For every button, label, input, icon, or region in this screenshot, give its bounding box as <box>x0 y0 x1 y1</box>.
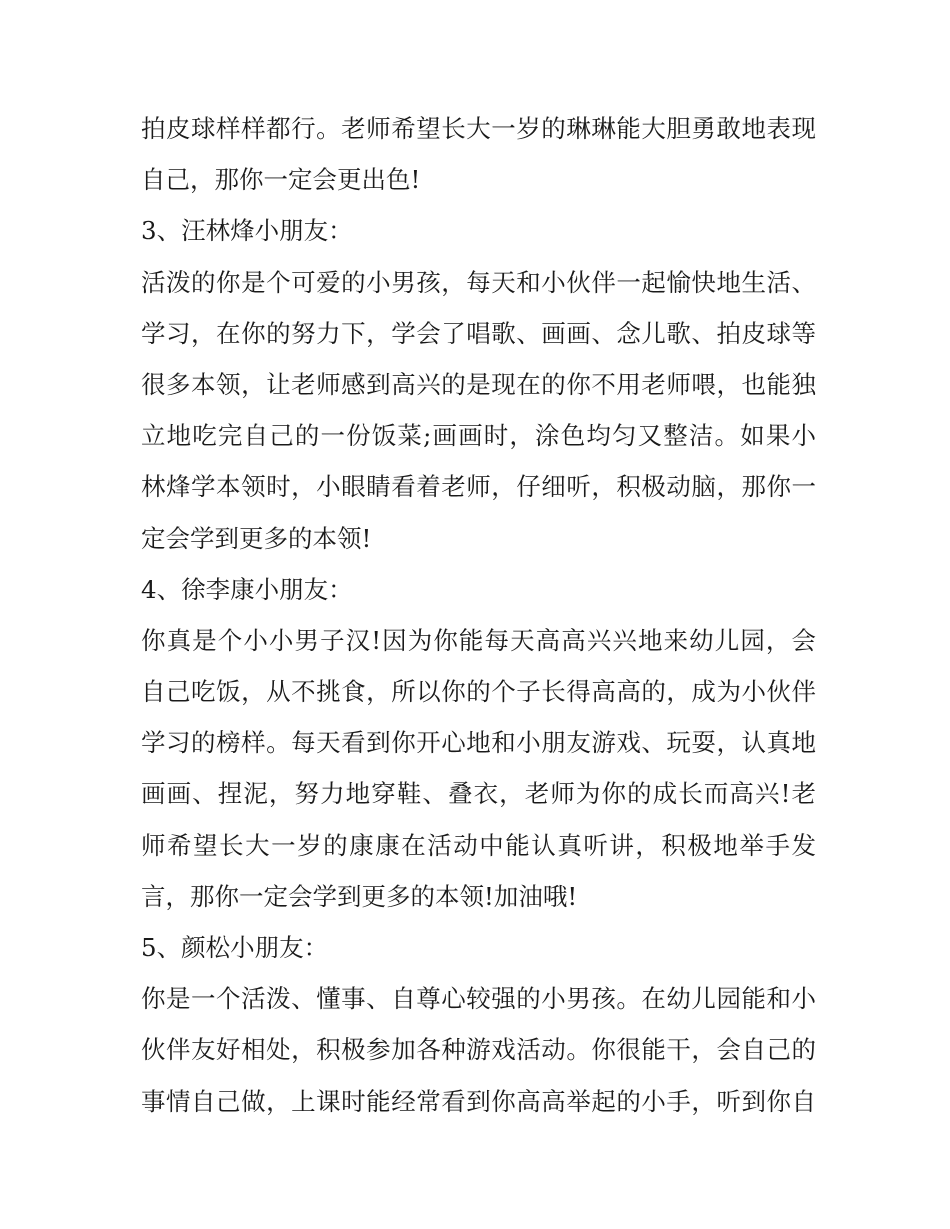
text-line: 很多本领，让老师感到高兴的是现在的你不用老师喂，也能独 <box>141 369 816 399</box>
text-line: 自己，那你一定会更出色! <box>141 165 421 195</box>
text-line: 学习，在你的努力下，学会了唱歌、画画、念儿歌、拍皮球等 <box>141 318 816 348</box>
document-body <box>141 103 816 1127</box>
text-line: 学习的榜样。每天看到你开心地和小朋友游戏、玩耍，认真地 <box>141 728 816 758</box>
text-line: 立地吃完自己的一份饭菜;画画时，涂色均匀又整洁。如果小 <box>141 421 816 451</box>
section-heading: 5、颜松小朋友： <box>141 933 329 962</box>
text-line: 伙伴友好相处，积极参加各种游戏活动。你很能干，会自己的 <box>141 1035 816 1065</box>
text-line: 画画、捏泥，努力地穿鞋、叠衣，老师为你的成长而高兴!老 <box>141 779 816 809</box>
text-line: 活泼的你是个可爱的小男孩，每天和小伙伴一起愉快地生活、 <box>141 267 816 297</box>
text-line: 定会学到更多的本领! <box>141 523 372 553</box>
text-line: 林烽学本领时，小眼睛看着老师，仔细听，积极动脑，那你一 <box>141 472 816 502</box>
text-line: 你是一个活泼、懂事、自尊心较强的小男孩。在幼儿园能和小 <box>141 984 816 1014</box>
section-heading: 3、汪林烽小朋友： <box>141 216 353 246</box>
text-line: 事情自己做，上课时能经常看到你高高举起的小手，听到你自 <box>141 1086 816 1116</box>
text-line: 言，那你一定会学到更多的本领!加油哦! <box>141 881 578 911</box>
section-heading: 4、徐李康小朋友： <box>141 574 353 604</box>
text-line: 自己吃饭，从不挑食，所以你的个子长得高高的，成为小伙伴 <box>141 677 816 707</box>
text-line: 你真是个小小男子汉!因为你能每天高高兴兴地来幼儿园，会 <box>141 625 816 655</box>
text-line: 师希望长大一岁的康康在活动中能认真听讲，积极地举手发 <box>141 830 816 860</box>
text-line: 拍皮球样样都行。老师希望长大一岁的琳琳能大胆勇敢地表现 <box>141 114 816 143</box>
